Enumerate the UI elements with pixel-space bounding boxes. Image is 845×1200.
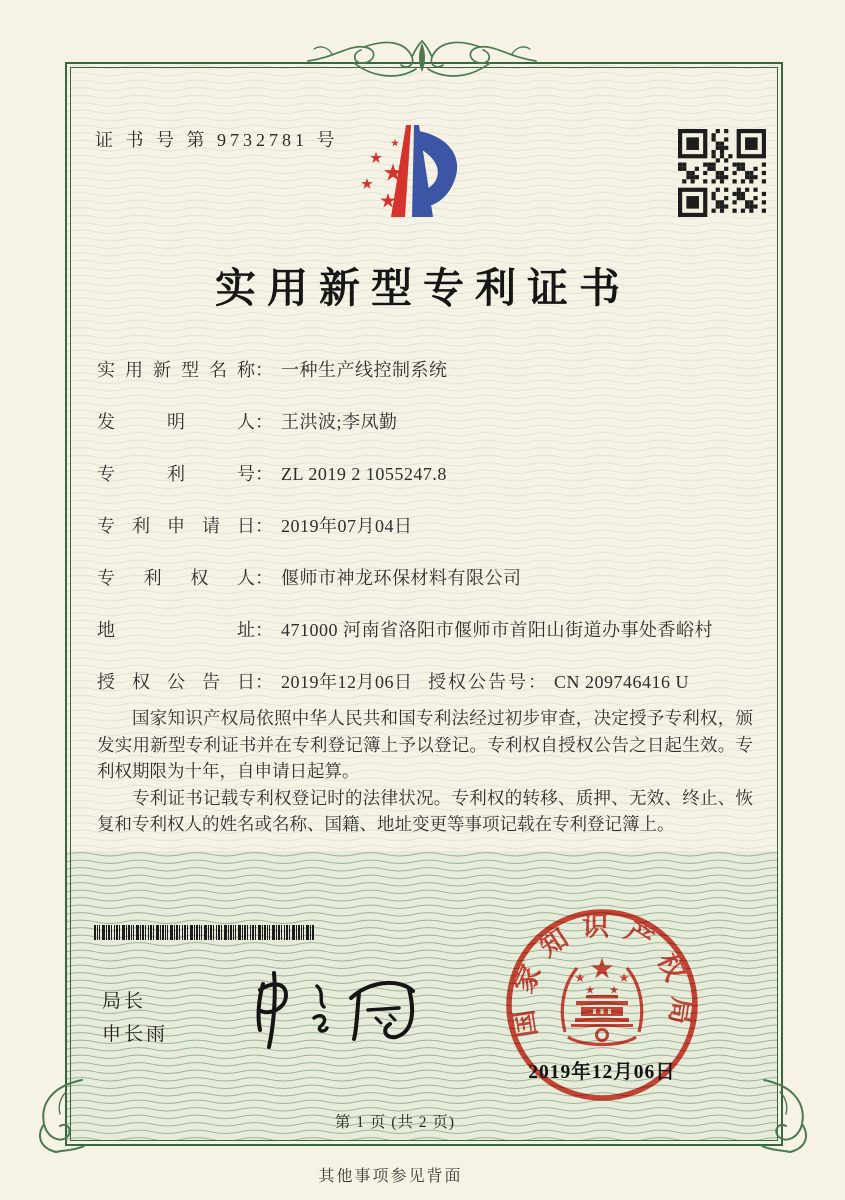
- field-value: 471000 河南省洛阳市偃师市首阳山街道办事处香峪村: [281, 620, 713, 640]
- legal-paragraph-1: 国家知识产权局依照中华人民共和国专利法经过初步审查，决定授予专利权，颁发实用新型专利证书并在专利登记簿上予以登记。专利权自授权公告之日起生效。专利权期限为十年，自申请日起算。: [97, 708, 753, 781]
- field-colon: ：: [255, 412, 273, 432]
- field-row-filing-date: [97, 512, 757, 540]
- top-flourish-ornament: [292, 36, 552, 90]
- field-colon: ：: [255, 568, 273, 588]
- handwritten-signature-icon: [233, 968, 428, 1052]
- cnipa-logo-icon: [348, 118, 480, 226]
- field-value: 王洪波;李凤勤: [281, 412, 398, 432]
- seal-date: 2019年12月06日: [528, 1062, 676, 1083]
- field-row-address: [97, 616, 757, 644]
- field-colon: ：: [255, 672, 273, 692]
- field-label: 授权公告日: [97, 672, 255, 692]
- field-label: 授权公告号: [428, 672, 528, 692]
- qr-code-icon: [678, 129, 766, 217]
- page-indicator: 第 1 页 (共 2 页): [334, 1114, 456, 1131]
- certificate-fields: [97, 356, 757, 720]
- field-label: 地址: [97, 620, 255, 640]
- field-row-inventor: [97, 408, 757, 436]
- field-value: 2019年12月06日: [281, 672, 413, 692]
- field-value: ZL 2019 2 1055247.8: [281, 464, 447, 484]
- back-note: 其他事项参见背面: [318, 1168, 463, 1185]
- field-label: 专利申请日: [97, 516, 255, 536]
- field-value: 偃师市神龙环保材料有限公司: [281, 568, 522, 588]
- legal-text: [97, 705, 753, 838]
- seal-text: 国家知识产权局: [506, 911, 698, 1040]
- field-label: 实用新型名称: [97, 360, 255, 380]
- field-colon: ：: [255, 516, 273, 536]
- signer-title: 局长: [102, 991, 147, 1012]
- certificate-number: 证 书 号 第 9732781 号: [95, 130, 339, 150]
- field-row-patentee: [97, 564, 757, 592]
- field-label: 专利号: [97, 464, 255, 484]
- field-value: CN 209746416 U: [554, 672, 690, 692]
- certificate-title: 实用新型专利证书: [215, 265, 631, 311]
- field-colon: ：: [528, 672, 546, 692]
- field-row-grant-date: [97, 668, 757, 696]
- field-label: 专利权人: [97, 568, 255, 588]
- field-value: 一种生产线控制系统: [281, 360, 448, 380]
- bottom-right-corner-ornament: [758, 1076, 822, 1154]
- seal-national-emblem: [562, 958, 641, 1045]
- field-row-name: [97, 356, 757, 384]
- field-grant-publication-number: [428, 668, 689, 694]
- signer-name: 申长雨: [102, 1024, 169, 1045]
- field-colon: ：: [255, 360, 273, 380]
- barcode-icon: [94, 925, 318, 940]
- field-colon: ：: [255, 620, 273, 640]
- field-value: 2019年07月04日: [281, 516, 413, 536]
- legal-paragraph-2: 专利证书记载专利权登记时的法律状况。专利权的转移、质押、无效、终止、恢复和专利权人的姓名或名称、国籍、地址变更等事项记载在专利登记簿上。: [97, 787, 753, 834]
- field-row-patent-number: [97, 460, 757, 488]
- field-colon: ：: [255, 464, 273, 484]
- field-label: 发明人: [97, 412, 255, 432]
